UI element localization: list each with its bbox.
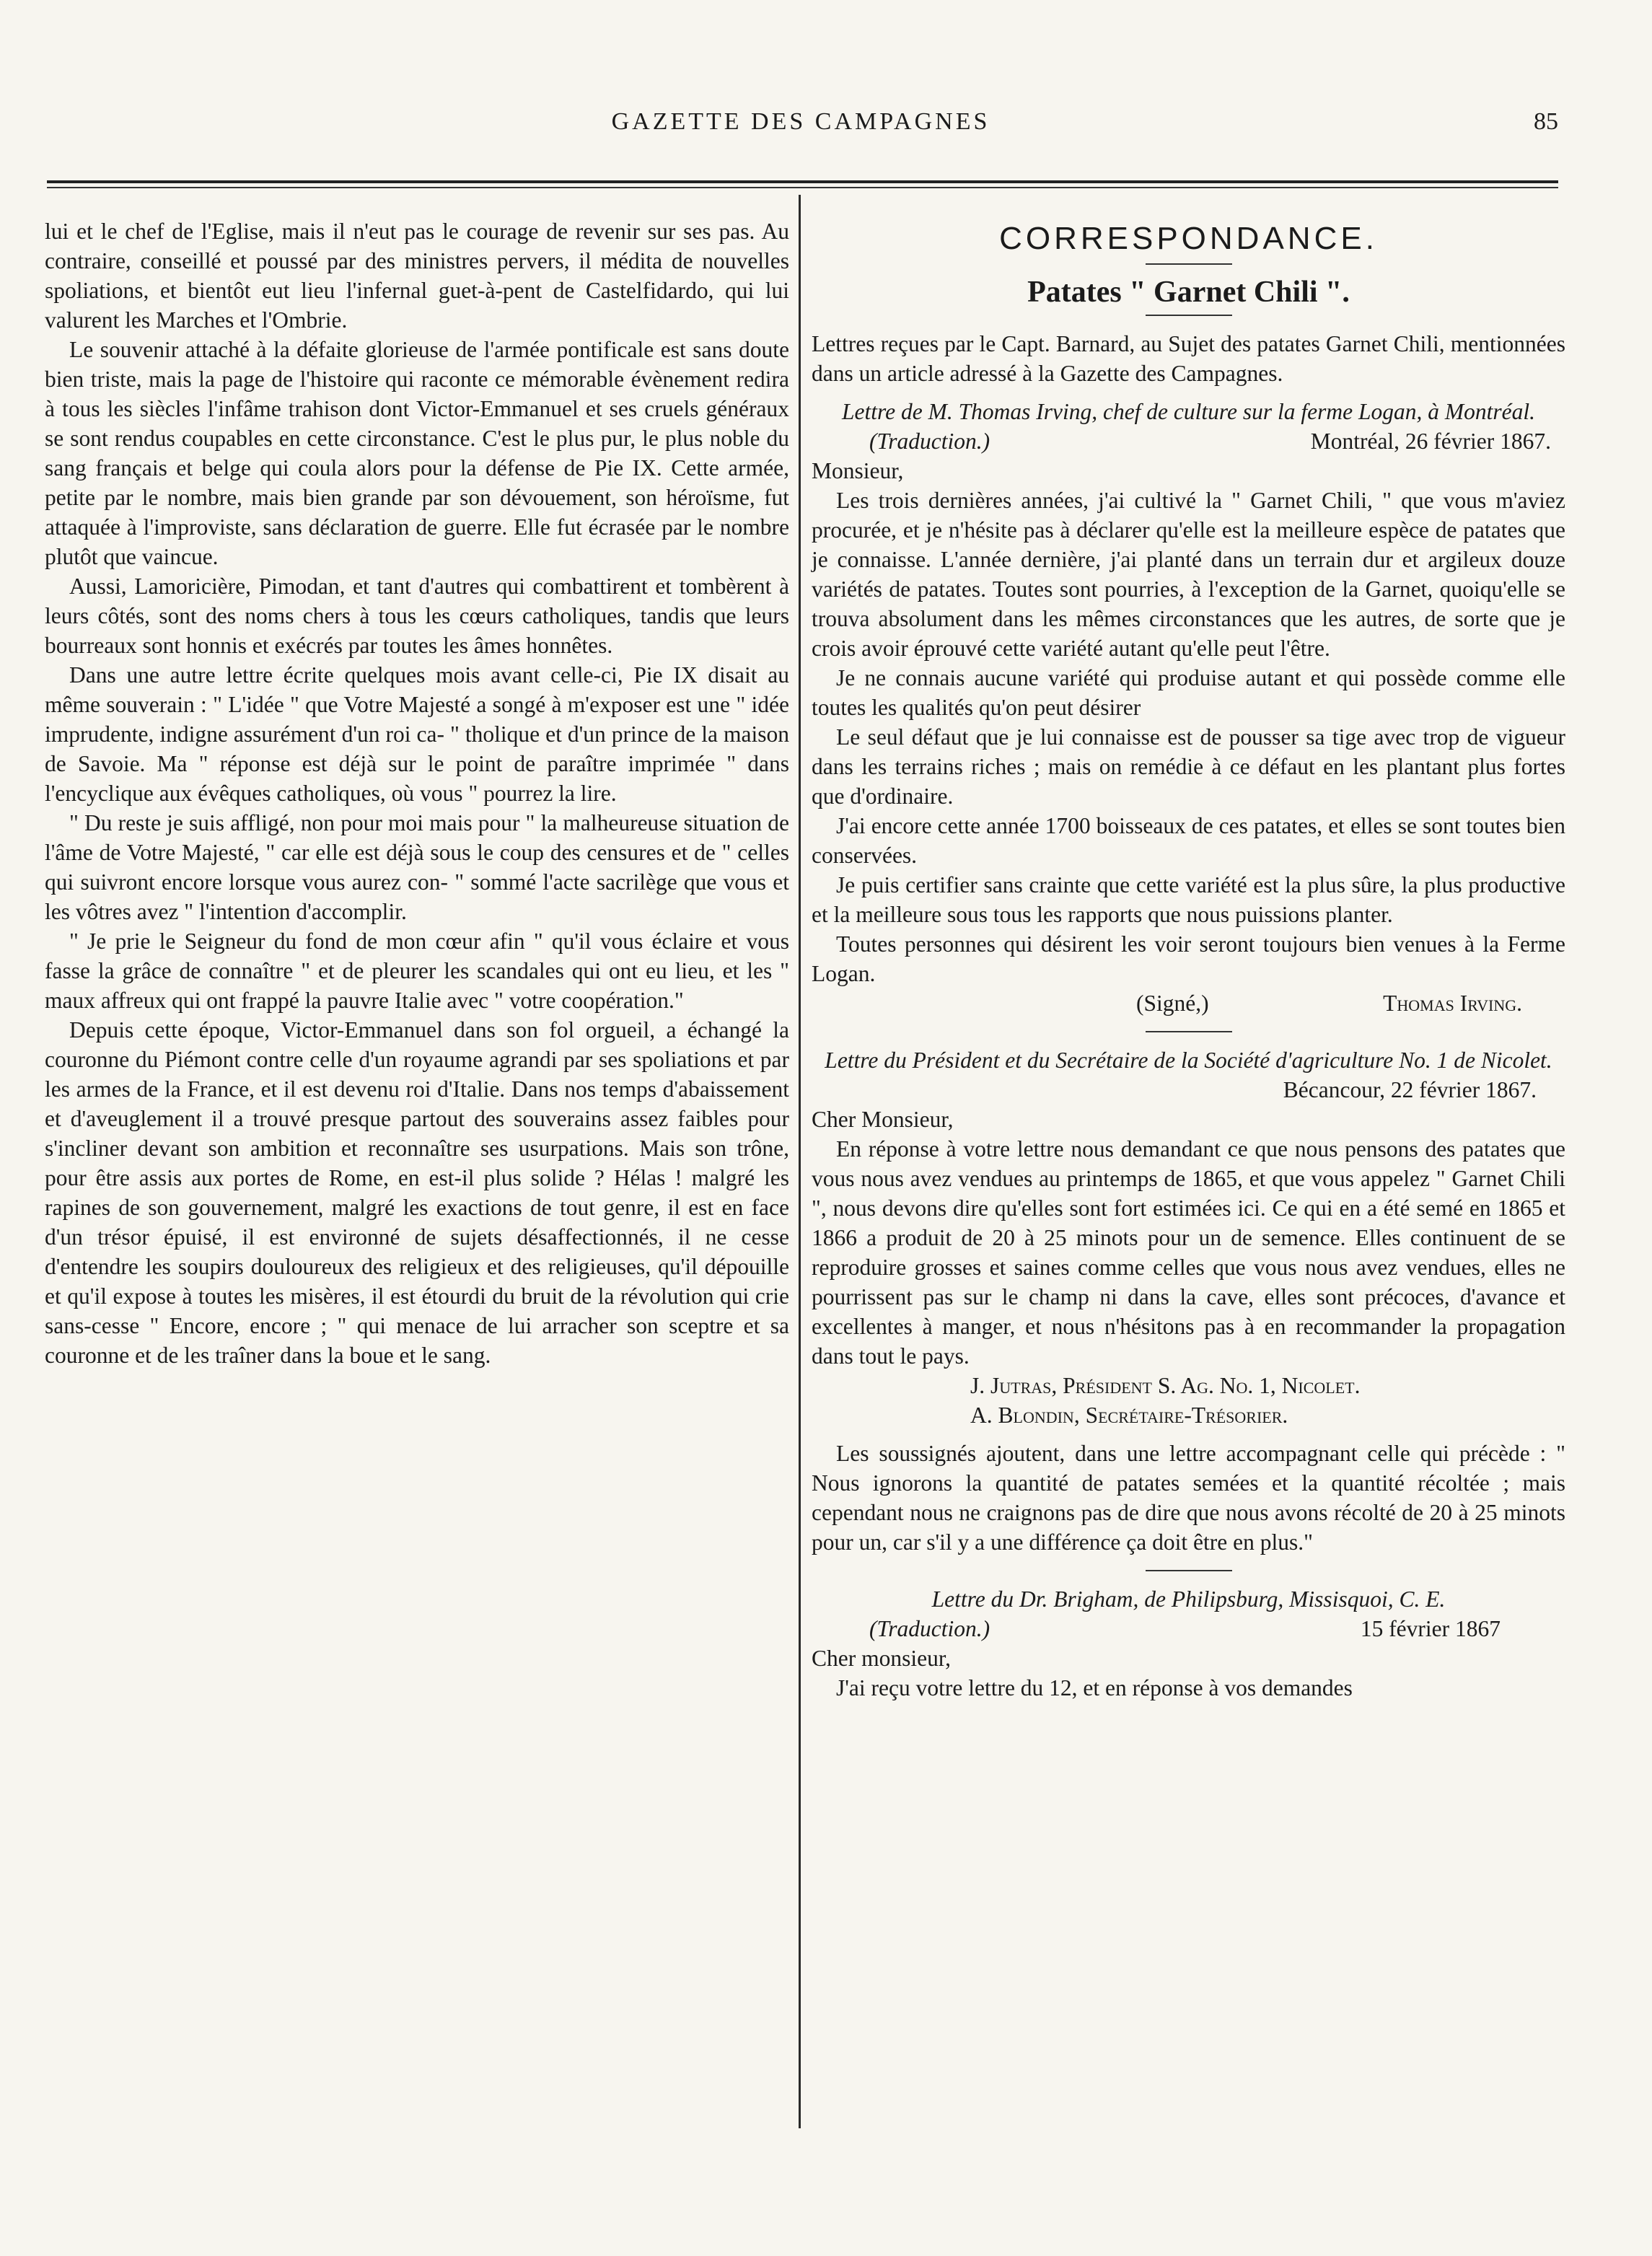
- signature: A. Blondin, Secrétaire-Trésorier.: [970, 1403, 1288, 1428]
- paragraph: Je puis certifier sans crainte que cette variété est la plus sûre, la plus productive et la meilleure sous tous les rapports que nous puissions planter.: [812, 872, 1565, 927]
- paragraph: Dans une autre lettre écrite quelques mois avant celle-ci, Pie IX disait au même souverain : " L'idée " que Votre Majesté a songé à m'exposer est une " idée imprudente, indigne assurément d'un roi ca- " tholique et d'un prince de la maison de Savoie. Ma " réponse est déjà sur le point de paraître imprimée " dans l'encyclique aux évêques catholiques, où vous " pourrez la lire.: [45, 662, 789, 806]
- paragraph: En réponse à votre lettre nous demandant ce que nous pensons des patates que vous nous avez vendues au printemps de 1865, et que vous appelez " Garnet Chili ", nous devons dire qu'elles sont fort estimées ici. Ce qui en a été semé en 1865 et 1866 a produit de 20 à 25 minots pour un de semence. Elles continuent de se reproduire grosses et saines comme celles que vous nous avez vendues, elles ne pourrissent pas sur le champ ni dans la cave, elles sont précoces, d'avance et excellentes à manger, et nous n'hésitons pas à en recommander la propagation dans tout le pays.: [812, 1136, 1565, 1369]
- left-column: [45, 216, 789, 1370]
- place-date: Montréal, 26 février 1867.: [1310, 429, 1551, 454]
- letter-heading: Lettre de M. Thomas Irving, chef de culture sur la ferme Logan, à Montréal.: [842, 399, 1535, 424]
- article-subtitle: Patates " Garnet Chili ".: [1027, 276, 1350, 309]
- paragraph: Le seul défaut que je lui connaisse est de pousser sa tige avec trop de vigueur dans les terrains riches ; mais on remédie à ce défaut en les plantant plus fortes que d'ordinaire.: [812, 724, 1565, 809]
- signature: Thomas Irving.: [1383, 991, 1522, 1016]
- paragraph: Depuis cette époque, Victor-Emmanuel dans son fol orgueil, a échangé la couronne du Piémont contre celle d'un royaume agrandi par ses spoliations et par les armes de la France, et il est devenu roi d'Italie. Dans nos temps d'abaissement et d'aveuglement il a trouvé presque partout des souverains assez faibles pour s'incliner devant son ambition et reconnaître ses usurpations. Mais son trône, pour être assis aux portes de Rome, en est-il plus solide ? Hélas ! malgré les rapines de son gouvernement, malgré les exactions de tout genre, il est en face d'un trésor épuisé, il est environné de sujets désaffectionnés, il ne cesse d'entendre les soupirs douloureux des religieux et des religieuses, qu'il dépouille et qu'il expose à toutes les misères, il est étourdi du bruit de la révolution qui crie sans-cesse " Encore, encore ; " qui menace de lui arracher son sceptre et sa couronne et de les traîner dans la boue et le sang.: [45, 1017, 789, 1368]
- paragraph: Aussi, Lamoricière, Pimodan, et tant d'autres qui combattirent et tombèrent à leurs côtés, sont des noms chers à tous les cœurs catholiques, tandis que leurs bourreaux sont honnis et exécrés par toutes les âmes honnêtes.: [45, 574, 789, 658]
- right-column: [812, 216, 1565, 1703]
- signature-line: [812, 988, 1565, 1018]
- salutation: Monsieur,: [812, 458, 904, 483]
- place-date: Bécancour, 22 février 1867.: [1283, 1077, 1537, 1102]
- page-number: 85: [1534, 108, 1558, 135]
- letter-rule: [1146, 1570, 1232, 1571]
- paragraph: Je ne connais aucune variété qui produise autant et qui possède comme elle toutes les qualités qu'on peut désirer: [812, 665, 1565, 720]
- letter-heading: Lettre du Dr. Brigham, de Philipsburg, Missisquoi, C. E.: [931, 1586, 1446, 1612]
- section-title: CORRESPONDANCE.: [999, 221, 1378, 256]
- paragraph: Le souvenir attaché à la défaite glorieuse de l'armée pontificale est sans doute bien triste, mais la page de l'histoire qui raconte ce mémorable évènement redira à tous les siècles l'infâme trahison dont Victor-Emmanuel et ses cruels généraux se sont rendus coupables en cette circonstance. C'est le plus pur, le plus noble du sang français et belge qui coula alors pour la défense de Pie IX. Cette armée, petite par le nombre, mais bien grande par son dévouement, son héroïsme, fut attaquée à l'improviste, sans déclaration de guerre. Elle fut écrasée par le nombre plutôt que vaincue.: [45, 337, 789, 569]
- paragraph: Toutes personnes qui désirent les voir seront toujours bien venues à la Ferme Logan.: [812, 931, 1565, 986]
- letter-rule: [1146, 1031, 1232, 1032]
- paragraph: Les trois dernières années, j'ai cultivé la " Garnet Chili, " que vous m'aviez procurée, et je n'hésite pas à déclarer qu'elle est la meilleure espèce de patates que je connaisse. L'année dernière, j'ai planté dans un terrain dur et argileux douze variétés de patates. Toutes sont pourries, à l'exception de la Garnet, quoiqu'elle se trouva absolument dans les mêmes circonstances que les autres, de sorte que je crois avoir éprouvé cette variété autant qu'elle peut l'être.: [812, 488, 1565, 661]
- paragraph: " Du reste je suis affligé, non pour moi mais pour " la malheureuse situation de l'âme de Votre Majesté, " car elle est déjà sous le coup des censures et de " celles qui suivront encore lorsque vous aurez con- " sommé l'acte sacrilège que vous et les vôtres avez " l'intention d'accomplir.: [45, 810, 789, 924]
- page-header: [43, 108, 1558, 152]
- letter-heading: Lettre du Président et du Secrétaire de la Société d'agriculture No. 1 de Nicolet.: [825, 1048, 1552, 1073]
- signed-label: (Signé,): [1136, 991, 1209, 1016]
- paragraph: J'ai encore cette année 1700 boisseaux de ces patates, et elles se sont toutes bien conservées.: [812, 813, 1565, 868]
- paragraph: " Je prie le Seigneur du fond de mon cœur afin " qu'il vous éclaire et vous fasse la grâce de connaître " et de pleurer les scandales qui ont eu lieu, et les " maux affreux qui ont frappé la pauvre Italie avec " votre coopération.": [45, 929, 789, 1013]
- salutation: Cher Monsieur,: [812, 1107, 954, 1132]
- letter-dateline: [812, 426, 1565, 456]
- paragraph: lui et le chef de l'Eglise, mais il n'eut pas le courage de revenir sur ses pas. Au contraire, conseillé et poussé par des ministres pervers, il médita de nouvelles spoliations, et bientôt eut lieu l'infernal guet-à-pent de Castelfidardo, qui lui valurent les Marches et l'Ombrie.: [45, 219, 789, 333]
- date: 15 février 1867: [1360, 1616, 1501, 1641]
- paragraph: Les soussignés ajoutent, dans une lettre accompagnant celle qui précède : " Nous ignorons la quantité de patates semées et la quantité récoltée ; mais cependant nous ne craignons pas de dire que nous avons récolté de 20 à 25 minots pour un, car s'il y a une différence ça doit être en plus.": [812, 1441, 1565, 1555]
- letter-dateline: [812, 1614, 1565, 1643]
- newspaper-title: GAZETTE DES CAMPAGNES: [611, 108, 990, 135]
- title-rule: [1146, 263, 1232, 265]
- column-divider: [799, 195, 801, 2128]
- salutation: Cher monsieur,: [812, 1646, 951, 1671]
- subtitle-rule: [1146, 315, 1232, 316]
- header-rule-thin: [47, 187, 1558, 188]
- article-intro: Lettres reçues par le Capt. Barnard, au Sujet des patates Garnet Chili, mentionnées dans un article adressé à la Gazette des Campagnes.: [812, 331, 1565, 386]
- translation-note: (Traduction.): [869, 429, 990, 454]
- paragraph: J'ai reçu votre lettre du 12, et en réponse à vos demandes: [836, 1675, 1353, 1700]
- translation-note: (Traduction.): [869, 1616, 990, 1641]
- signature: J. Jutras, Président S. Ag. No. 1, Nicolet.: [970, 1373, 1361, 1398]
- header-rule: [47, 180, 1558, 183]
